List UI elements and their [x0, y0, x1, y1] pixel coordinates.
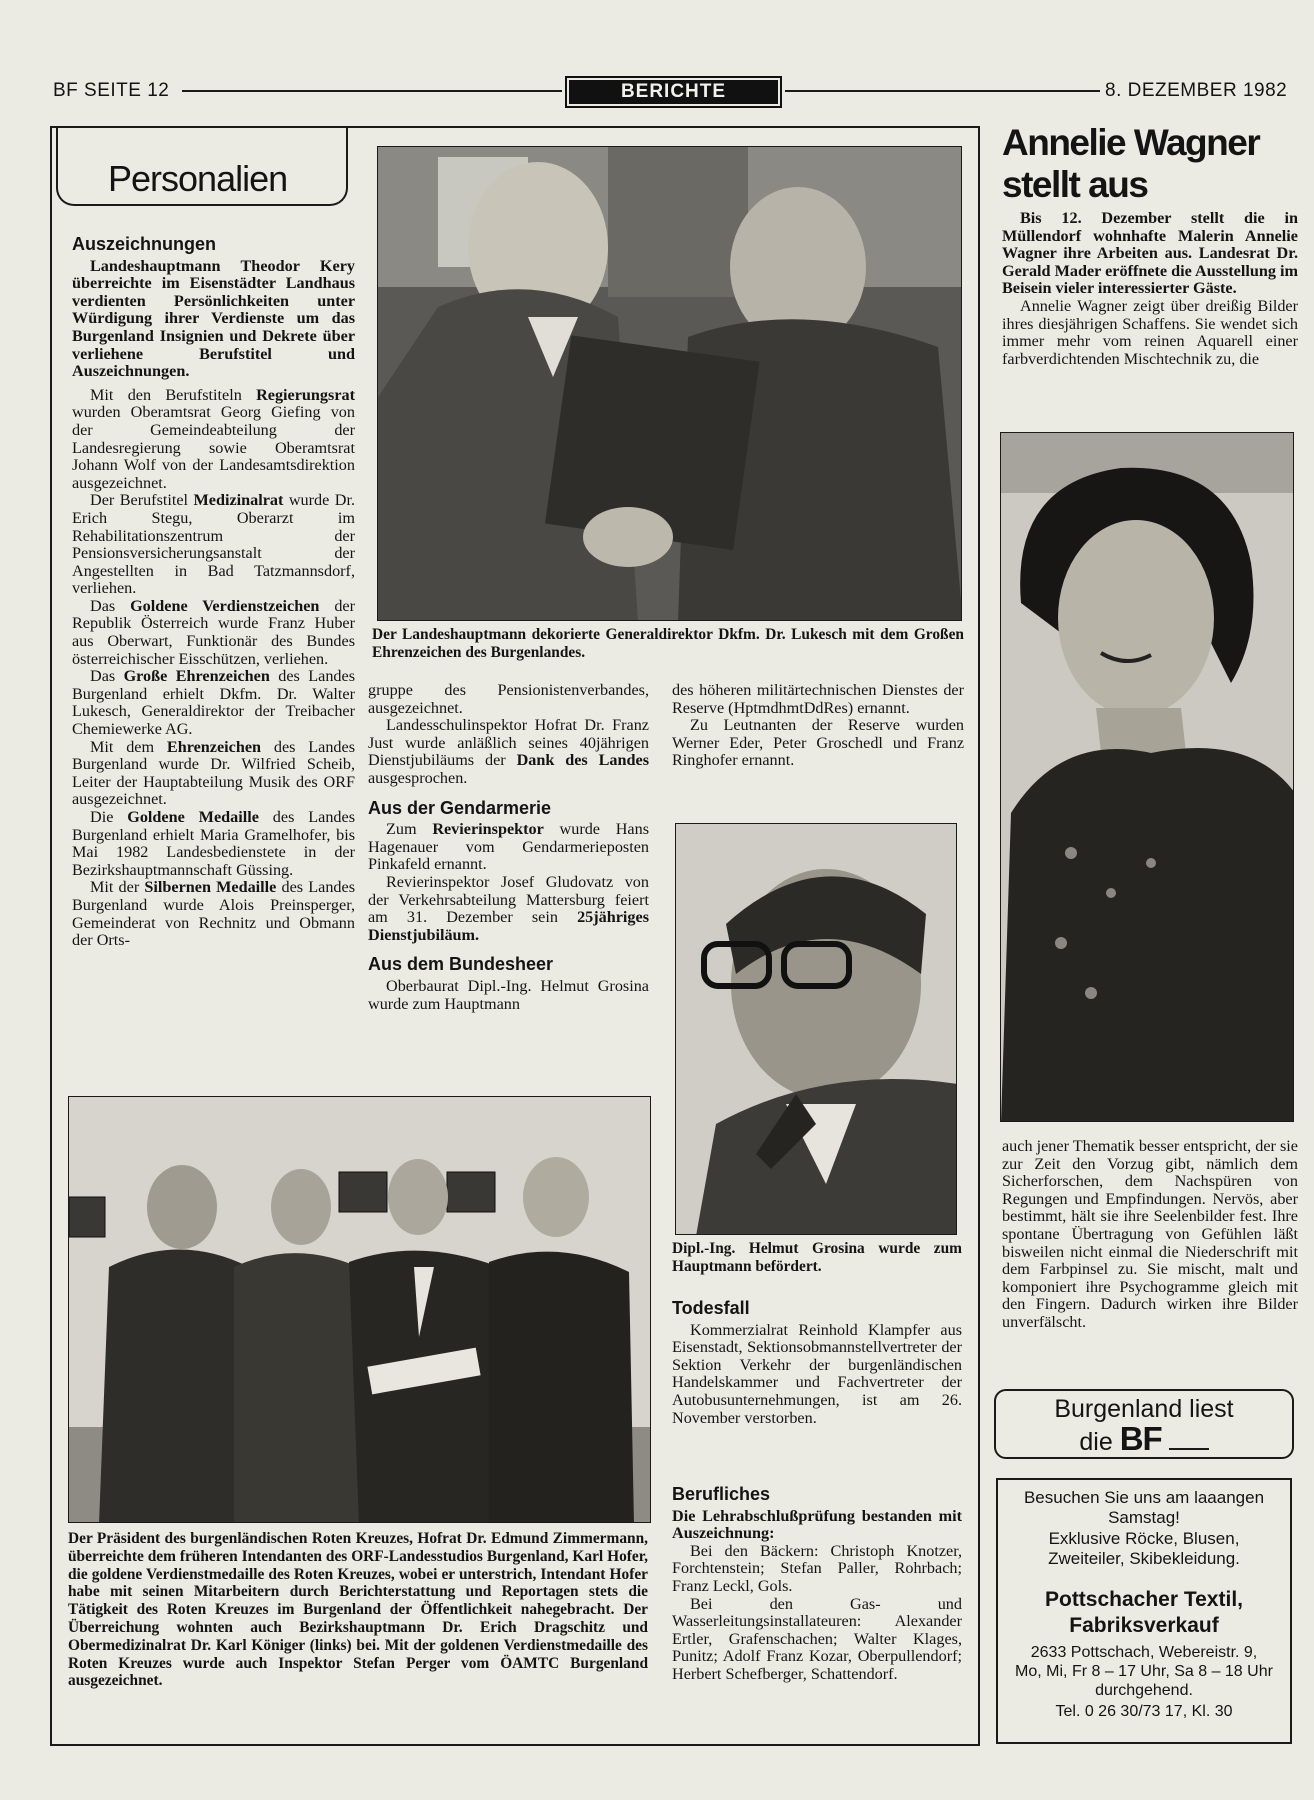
todesfall-text: Kommerzialrat Reinhold Klampfer aus Eisenstadt, Sektionsobmannstellvertreter der Sektion Verkehr der burgenländischen Handelskammer und Fachvertreter der Autobusunternehmungen, ist am 26. November verstorben.	[672, 1320, 962, 1427]
caption-lukesch: Der Landeshauptmann dekorierte Generaldirektor Dkfm. Dr. Lukesch mit dem Großen Ehrenzeichen des Burgenlandes.	[372, 626, 964, 661]
photo-rotes-kreuz	[68, 1096, 651, 1523]
caption-grosina: Dipl.-Ing. Helmut Grosina wurde zum Hauptmann befördert.	[672, 1240, 962, 1275]
personalien-lead: Landeshauptmann Theodor Kery überreichte im Eisenstädter Landhaus verdienten Persönlichkeiten unter Würdigung ihrer Verdienste um das Burgenland Insignien und Dekrete über verliehene Berufstitel und Auszeichnungen.	[72, 256, 355, 381]
personalien-title: Personalien	[108, 158, 288, 199]
promo-line1: Burgenland liest	[1054, 1395, 1234, 1423]
col3-text	[672, 682, 964, 770]
auszeichnungen-heading: Auszeichnungen	[72, 234, 217, 254]
text-run: Der Berufstitel	[90, 491, 194, 510]
text-run-bold: Silbernen Medaille	[144, 878, 277, 897]
personalien-column	[72, 236, 355, 950]
wagner-body-bottom	[1002, 1138, 1298, 1332]
text-run: des Landes Burgenland erhielt Dkfm. Dr. Walter Lukesch, Generaldirektor der Treibacher Chemiewerke AG.	[72, 667, 355, 739]
photo-wagner-illustration	[1001, 433, 1294, 1122]
text-run-bold: Goldene Verdienstzeichen	[130, 596, 320, 615]
header-rule-left	[182, 90, 562, 92]
caption-rotes-kreuz: Der Präsident des burgenländischen Roten Kreuzes, Hofrat Dr. Edmund Zimmermann, überreichte dem früheren Intendanten des ORF-Landesstudios Burgenland, Karl Hofer, die goldene Verdienstmedaille des Roten Kreuzes, wobei er unterstrich, Intendant Hofer habe mit seinen Mitarbeitern durch Berichterstattung und Reportagen stets die Tätigkeit des Roten Kreuzes im Burgenland der Öffentlichkeit nahegebracht. Der Überreichung wohnten auch Bezirkshauptmann Dr. Erich Dragschitz und Obermedizinalrat Dr. Karl Königer (links) bei. Mit der goldenen Verdienstmedaille des Roten Kreuzes wurde auch Inspektor Stefan Perger vom ÖAMTC Burgenland ausgezeichnet.	[68, 1530, 648, 1690]
text-run: Das	[90, 596, 131, 615]
text-run: der Republik Österreich wurde Franz Huber aus Oberwart, Funktionär des Bundes österreichischer Eisschützen, verliehen.	[72, 596, 355, 668]
ad-intro: Besuchen Sie uns am laaangen Samstag!	[1023, 1488, 1265, 1527]
text-run: des Landes Burgenland erhielt Maria Gramelhofer, bis Mai 1982 Landesbedienstete in der Bezirkshauptmannschaft Güssing.	[72, 808, 355, 879]
ad-hours-note: durchgehend.	[1095, 1682, 1193, 1699]
todesfall-heading: Todesfall	[672, 1298, 750, 1318]
text-run: ausgesprochen.	[368, 768, 468, 787]
photo-rotes-kreuz-illustration	[69, 1097, 651, 1523]
wagner-paragraph: Annelie Wagner zeigt über dreißig Bilder ihres diesjährigen Schaffens. Sie wendet sich immer mehr vom reinen Aquarell einer farbverdichtenden Mischtechnik zu, die	[1002, 296, 1298, 368]
text-run: wurde Hans Hagenauer vom Gendarmerieposten Pinkafeld ernannt.	[368, 820, 649, 874]
wagner-lead: Bis 12. Dezember stellt die in Müllendorf wohnhafte Malerin Annelie Wagner ihre Arbeiten aus. Landesrat Dr. Gerald Mader eröffnete die Ausstellung im Beisein vieler interessierter Gäste.	[1002, 209, 1298, 298]
personalien-paragraph	[72, 387, 355, 493]
promo-line2	[996, 1420, 1292, 1458]
wagner-body-top	[1002, 210, 1298, 368]
wagner-title-line2: stellt aus	[1002, 164, 1148, 205]
wagner-column	[1002, 122, 1302, 368]
gendarmerie-heading: Aus der Gendarmerie	[368, 797, 552, 818]
text-run: Mit der	[90, 878, 145, 897]
text-run-bold: Medizinalrat	[193, 491, 284, 510]
middle-column	[368, 682, 649, 1013]
ad-box	[996, 1478, 1292, 1744]
berufliches-paragraph: Bei den Gas- und Wasserleitungsinstallateuren: Alexander Ertler, Grafenschachen; Walter Klages, Punitz; Adolf Franz Kozar, Oberpullendorf; Herbert Schefberger, Schattendorf.	[672, 1594, 962, 1683]
photo-grosina	[675, 823, 957, 1235]
photo-lukesch-decoration	[377, 146, 962, 621]
photo-lukesch-illustration	[378, 147, 962, 621]
col2-paragraph	[368, 717, 649, 787]
promo-underline	[1169, 1448, 1209, 1450]
personalien-paragraph	[72, 668, 355, 738]
berufliches-intro: Die Lehrabschlußprüfung bestanden mit Auszeichnung:	[672, 1506, 962, 1543]
wagner-paragraph: auch jener Thematik besser entspricht, der sie zur Zeit den Vorzug gibt, nämlich dem Sicherforschen, dem Nachspüren von Regungen und Empfindungen. Nervös, aber bestimmt, hält sie ihre Seelenbilder fest. Ihre spontane Übertragung von Gefühlen läßt bisweilen nicht einmal die Niederschrift mit dem Farbpinsel zu. Sie mischt, malt und komponiert ihre Psychogramme gleich mit den Fingern. Dadurch wirken ihre Bilder unverfälscht.	[1002, 1137, 1298, 1331]
personalien-paragraph	[72, 598, 355, 668]
ad-company-subtitle: Fabriksverkauf	[1069, 1614, 1219, 1637]
berufliches-paragraph: Bei den Bäckern: Christoph Knotzer, Forchtenstein; Stefan Paller, Rohrbach; Franz Leckl, Gols.	[672, 1541, 962, 1595]
page-header	[0, 76, 1314, 110]
ad-address: 2633 Pottschach, Webereistr. 9,	[1030, 1644, 1258, 1661]
text-run: wurden Oberamtsrat Georg Giefing von der Gemeindeabteilung der Landesregierung sowie Oberamtsrat Johann Wolf von der Landesamtsdirektion ausgezeichnet.	[72, 403, 355, 492]
col2-paragraph: gruppe des Pensionistenverbandes, ausgezeichnet.	[368, 681, 649, 717]
text-run: Mit dem	[90, 737, 167, 756]
berufliches-heading: Berufliches	[672, 1484, 771, 1504]
ad-company-name: Pottschacher Textil,	[1044, 1588, 1243, 1611]
text-run: wurde Dr. Erich Stegu, Oberarzt im Rehabilitationszentrum der Pensionsversicherungsanstalt der Angestellten in Bad Tatzmannsdorf, verliehen.	[72, 491, 355, 598]
text-run: Revierinspektor Josef Gludovatz von der Verkehrsabteilung Mattersburg feiert am 31. Dezember sein	[368, 872, 649, 927]
header-date: 8. DEZEMBER 1982	[1105, 80, 1288, 101]
text-run: des Landes Burgenland wurde Alois Preinsperger, Gemeinderat von Rechnitz und Obmann der Orts-	[72, 878, 356, 950]
text-run: Die	[90, 808, 128, 826]
photo-grosina-illustration	[676, 824, 957, 1235]
text-run: Landesschulinspektor Hofrat Dr. Franz Just wurde anläßlich seines 40jährigen Dienstjubiläums der	[368, 716, 649, 770]
text-run: des Landes Burgenland wurde Dr. Wilfried Scheib, Leiter der Hauptabteilung Musik des ORF ausgezeichnet.	[72, 737, 355, 809]
promo-box	[994, 1389, 1294, 1459]
wagner-title-line1: Annelie Wagner	[1002, 122, 1260, 163]
personalien-title-box	[56, 128, 348, 206]
text-run-bold: Dank des Landes	[516, 751, 649, 770]
text-run: Zum	[386, 820, 433, 839]
text-run-bold: Goldene Medaille	[127, 808, 259, 826]
text-run-bold: Revierinspektor	[432, 820, 544, 839]
personalien-paragraph	[72, 739, 355, 809]
promo-bf-logo: BF	[1119, 1420, 1162, 1457]
bundesheer-heading: Aus dem Bundesheer	[368, 954, 554, 975]
col2-paragraph	[368, 874, 649, 944]
personalien-paragraph	[72, 879, 355, 949]
promo-die: die	[1079, 1428, 1113, 1456]
text-run-bold: Ehrenzeichen	[166, 737, 262, 756]
header-section-box	[565, 76, 782, 108]
col3-paragraph: des höheren militärtechnischen Dienstes der Reserve (HptmdhmtDdRes) ernannt.	[672, 681, 964, 717]
header-rule-right	[785, 90, 1100, 92]
col2-paragraph: Oberbaurat Dipl.-Ing. Helmut Grosina wurde zum Hauptmann	[368, 976, 649, 1013]
header-section-label: BERICHTE	[569, 80, 778, 104]
photo-annelie-wagner	[1000, 432, 1294, 1122]
text-run-bold: Große Ehrenzeichen	[123, 667, 270, 686]
text-run-bold: Regierungsrat	[256, 385, 355, 404]
ad-phone: Tel. 0 26 30/73 17, Kl. 30	[1055, 1703, 1233, 1720]
berufliches-section	[672, 1486, 962, 1684]
col2-paragraph	[368, 821, 649, 874]
text-run-bold: 25jähriges Dienstjubiläum.	[368, 908, 649, 944]
ad-products: Exklusive Röcke, Blusen, Zweiteiler, Skibekleidung.	[1048, 1529, 1240, 1568]
text-run: Mit den Berufstiteln	[90, 385, 257, 404]
ad-hours: Mo, Mi, Fr 8 – 17 Uhr, Sa 8 – 18 Uhr	[1015, 1663, 1273, 1680]
personalien-paragraph	[72, 809, 355, 879]
todesfall-section	[672, 1300, 962, 1427]
text-run: Das	[90, 667, 124, 686]
col3-paragraph: Zu Leutnanten der Reserve wurden Werner Eder, Peter Groschedl und Franz Ringhofer ernannt.	[672, 716, 964, 770]
personalien-paragraph	[72, 492, 355, 598]
header-page-number: BF SEITE 12	[53, 80, 170, 101]
